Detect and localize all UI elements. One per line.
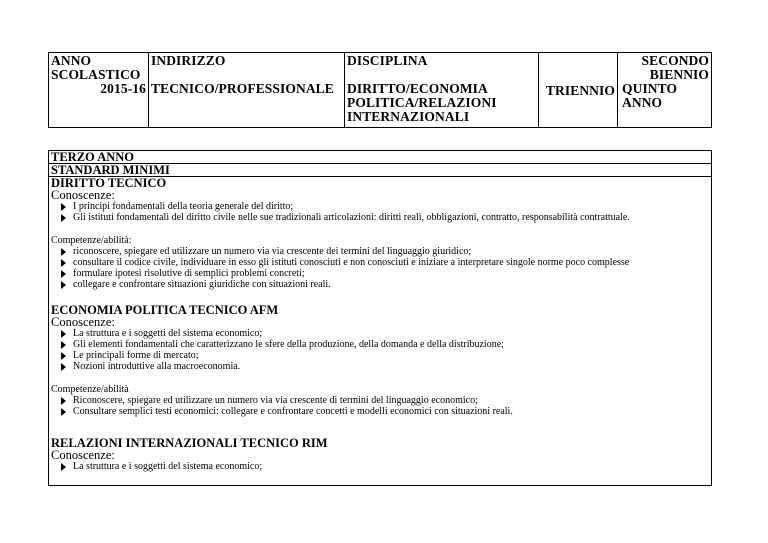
- economia-title: ECONOMIA POLITICA TECNICO AFM: [51, 303, 279, 317]
- anni-cell: [618, 53, 712, 128]
- diritto-conoscenze-label: Conoscenze:: [51, 188, 115, 202]
- triennio-label: TRIENNIO: [545, 82, 615, 98]
- economia-competenze-label: Competenze/abilità: [51, 384, 129, 395]
- disciplina-cell: [345, 53, 539, 128]
- economia-conoscenze-list: [51, 328, 711, 372]
- list-item: Gli elementi fondamentali che caratterizzano le sfere della produzione, della domanda e della distribuzione;: [73, 339, 711, 350]
- anno-label-1: ANNO: [51, 53, 92, 68]
- bullet-triangle-icon: [61, 463, 66, 471]
- relazioni-conoscenze-label: Conoscenze:: [51, 448, 115, 462]
- economia-competenze-list: [51, 395, 711, 417]
- diritto-conoscenze-list: [51, 201, 711, 223]
- list-item: La struttura e i soggetti del sistema economico;: [73, 461, 711, 472]
- anni-line-3: QUINTO: [622, 81, 678, 96]
- bullet-triangle-icon: [61, 259, 66, 267]
- diritto-competenze-label: Competenze/abilità:: [51, 235, 132, 246]
- list-item: I principi fondamentali della teoria generale del diritto;: [73, 201, 711, 212]
- indirizzo-label: INDIRIZZO: [151, 53, 226, 68]
- bullet-triangle-icon: [61, 363, 66, 371]
- triennio-cell: [539, 53, 618, 128]
- list-item: consultare il codice civile, individuare in esso gli istituti conosciuti e non conosciuti e iniziare a interpretare singole norme poco complesse: [73, 257, 711, 268]
- disciplina-value-3: INTERNAZIONALI: [347, 109, 470, 124]
- list-item: La struttura e i soggetti del sistema economico;: [73, 328, 711, 339]
- bullet-triangle-icon: [61, 408, 66, 416]
- economia-conoscenze-label: Conoscenze:: [51, 315, 115, 329]
- standards-box: [48, 150, 712, 486]
- terzo-anno-row: TERZO ANNO: [49, 151, 711, 164]
- header-table: [48, 52, 712, 128]
- diritto-title: DIRITTO TECNICO: [51, 176, 167, 190]
- bullet-triangle-icon: [61, 214, 66, 222]
- list-item: Consultare semplici testi economici: collegare e confrontare concetti e modelli economici con situazioni reali.: [73, 406, 711, 417]
- list-item: riconoscere, spiegare ed utilizzare un numero via via crescente dei termini del linguaggio giuridico;: [73, 246, 711, 257]
- disciplina-value-2: POLITICA/RELAZIONI: [347, 95, 497, 110]
- bullet-triangle-icon: [61, 352, 66, 360]
- list-item: Riconoscere, spiegare ed utilizzare un numero via via crescente di termini del linguaggio economico;: [73, 395, 711, 406]
- bullet-triangle-icon: [61, 270, 66, 278]
- indirizzo-value: TECNICO/PROFESSIONALE: [151, 81, 334, 96]
- list-item: Gli istituti fondamentali del diritto civile nelle sue tradizionali articolazioni: diritti reali, obbligazioni, contratto, responsabilità contrattuale.: [73, 212, 711, 223]
- anno-label-2: SCOLASTICO: [51, 67, 141, 82]
- bullet-triangle-icon: [61, 281, 66, 289]
- relazioni-conoscenze-list: [51, 461, 711, 472]
- standard-minimi-row: STANDARD MINIMI: [49, 164, 711, 177]
- list-item: Nozioni introduttive alla macroeconomia.: [73, 361, 711, 372]
- relazioni-title: RELAZIONI INTERNAZIONALI TECNICO RIM: [51, 436, 328, 450]
- list-item: collegare e confrontare situazioni giuridiche con situazioni reali.: [73, 279, 711, 290]
- bullet-triangle-icon: [61, 203, 66, 211]
- disciplina-label: DISCIPLINA: [347, 53, 428, 68]
- content-area: [49, 177, 711, 472]
- diritto-competenze-list: [51, 246, 711, 290]
- anno-value: 2015-16: [100, 81, 146, 96]
- bullet-triangle-icon: [61, 248, 66, 256]
- indirizzo-cell: [149, 53, 345, 128]
- bullet-triangle-icon: [61, 397, 66, 405]
- anni-line-4: ANNO: [622, 95, 663, 110]
- bullet-triangle-icon: [61, 330, 66, 338]
- list-item: Le principali forme di mercato;: [73, 350, 711, 361]
- anni-line-2: BIENNIO: [649, 67, 709, 82]
- anno-cell: [49, 53, 149, 128]
- anni-line-1: SECONDO: [641, 53, 709, 68]
- disciplina-value-1: DIRITTO/ECONOMIA: [347, 81, 488, 96]
- list-item: formulare ipotesi risolutive di semplici problemi concreti;: [73, 268, 711, 279]
- bullet-triangle-icon: [61, 341, 66, 349]
